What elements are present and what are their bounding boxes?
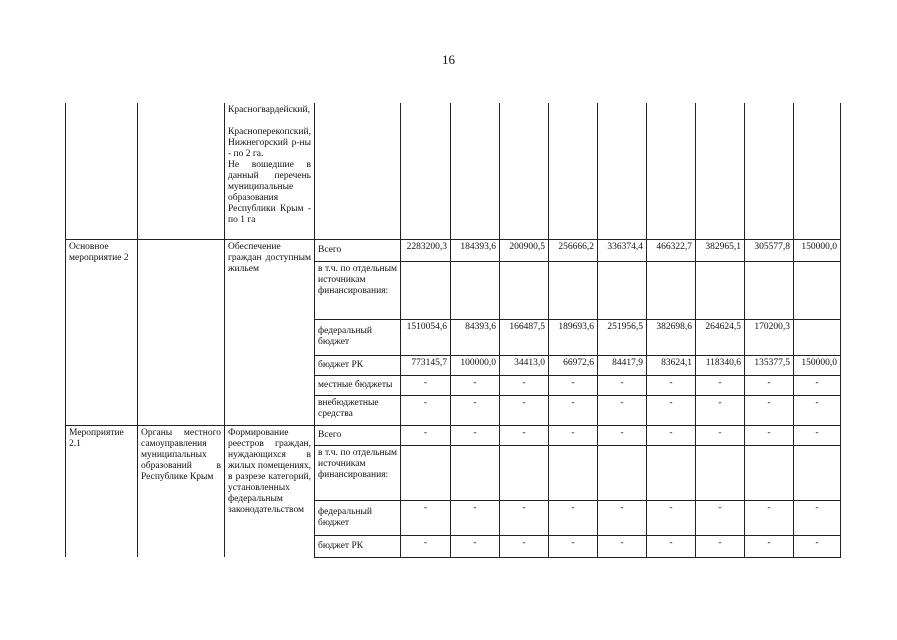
funding-source: Всего bbox=[315, 239, 401, 261]
value-cell: - bbox=[794, 500, 841, 535]
value-cell: - bbox=[549, 535, 598, 557]
value-cell: 305577,8 bbox=[745, 239, 794, 261]
value-cell: 66972,6 bbox=[549, 355, 598, 375]
value-cell: 251956,5 bbox=[598, 319, 647, 355]
value-cell bbox=[451, 261, 500, 319]
value-cell: 34413,0 bbox=[500, 355, 549, 375]
value-cell: - bbox=[647, 375, 696, 395]
value-cell bbox=[745, 445, 794, 500]
table-row bbox=[66, 239, 841, 261]
event-name-cell: Формирование реестров граждан, нуждающихся в жилых помещениях, в разрезе категорий, установленных федеральным законодательством bbox=[225, 425, 315, 557]
value-cell: 256666,2 bbox=[549, 239, 598, 261]
continuation-text: Красногвардейский, Красноперекопский, Нижнегорский р-ны - по 2 га. Не вошедшие в данный перечень муниципальные образования Республики Крым - по 1 га bbox=[225, 103, 315, 239]
value-cell: - bbox=[647, 395, 696, 425]
value-cell: 773145,7 bbox=[401, 355, 451, 375]
continuation-row bbox=[66, 103, 841, 239]
value-cell: - bbox=[401, 395, 451, 425]
event-name-cell: Обеспечение граждан доступным жильем bbox=[225, 239, 315, 425]
value-cell: - bbox=[401, 375, 451, 395]
value-cell: - bbox=[401, 500, 451, 535]
value-cell bbox=[500, 445, 549, 500]
value-cell bbox=[451, 445, 500, 500]
value-cell: - bbox=[794, 425, 841, 445]
value-cell: 135377,5 bbox=[745, 355, 794, 375]
funding-source: федеральный бюджет bbox=[315, 319, 401, 355]
value-cell: - bbox=[401, 535, 451, 557]
value-cell: - bbox=[549, 500, 598, 535]
value-cell: 466322,7 bbox=[647, 239, 696, 261]
value-cell: - bbox=[549, 395, 598, 425]
value-cell bbox=[696, 261, 745, 319]
value-cell: - bbox=[598, 500, 647, 535]
value-cell: - bbox=[500, 375, 549, 395]
funding-source: в т.ч. по отдельным источникам финансирования: bbox=[315, 445, 401, 500]
value-cell bbox=[647, 261, 696, 319]
value-cell bbox=[401, 445, 451, 500]
value-cell: 118340,6 bbox=[696, 355, 745, 375]
value-cell bbox=[549, 445, 598, 500]
value-cell bbox=[794, 445, 841, 500]
event-code-cell: Мероприятие 2.1 bbox=[66, 425, 138, 557]
value-cell: 189693,6 bbox=[549, 319, 598, 355]
value-cell: - bbox=[451, 375, 500, 395]
value-cell: 184393,6 bbox=[451, 239, 500, 261]
value-cell: 150000,0 bbox=[794, 355, 841, 375]
value-cell: - bbox=[794, 375, 841, 395]
value-cell: - bbox=[794, 395, 841, 425]
event-executor-cell: Органы местного самоуправления муниципальных образований в Республике Крым bbox=[138, 425, 225, 557]
value-cell: 382965,1 bbox=[696, 239, 745, 261]
value-cell: - bbox=[451, 500, 500, 535]
value-cell: 84417,9 bbox=[598, 355, 647, 375]
value-cell: - bbox=[549, 375, 598, 395]
value-cell: - bbox=[500, 395, 549, 425]
value-cell bbox=[794, 261, 841, 319]
budget-table bbox=[65, 103, 841, 558]
event-code-cell: Основное мероприятие 2 bbox=[66, 239, 138, 425]
value-cell: 100000,0 bbox=[451, 355, 500, 375]
value-cell bbox=[794, 319, 841, 355]
value-cell: 150000,0 bbox=[794, 239, 841, 261]
value-cell: - bbox=[745, 395, 794, 425]
value-cell: - bbox=[647, 425, 696, 445]
value-cell bbox=[647, 445, 696, 500]
value-cell bbox=[745, 261, 794, 319]
value-cell: - bbox=[745, 500, 794, 535]
funding-source: в т.ч. по отдельным источникам финансирования: bbox=[315, 261, 401, 319]
value-cell: - bbox=[401, 425, 451, 445]
value-cell: - bbox=[451, 425, 500, 445]
value-cell bbox=[598, 261, 647, 319]
value-cell bbox=[598, 445, 647, 500]
value-cell: - bbox=[696, 375, 745, 395]
value-cell: 200900,5 bbox=[500, 239, 549, 261]
value-cell: - bbox=[647, 535, 696, 557]
value-cell: - bbox=[451, 535, 500, 557]
value-cell: - bbox=[549, 425, 598, 445]
value-cell: - bbox=[696, 395, 745, 425]
table-row bbox=[66, 425, 841, 445]
value-cell bbox=[500, 261, 549, 319]
value-cell: 1510054,6 bbox=[401, 319, 451, 355]
page-number: 16 bbox=[442, 52, 455, 67]
value-cell: 264624,5 bbox=[696, 319, 745, 355]
value-cell: 170200,3 bbox=[745, 319, 794, 355]
event-executor-cell bbox=[138, 239, 225, 425]
value-cell bbox=[401, 261, 451, 319]
value-cell: - bbox=[696, 500, 745, 535]
value-cell: 336374,4 bbox=[598, 239, 647, 261]
funding-source: Всего bbox=[315, 425, 401, 445]
value-cell: - bbox=[598, 375, 647, 395]
value-cell: - bbox=[696, 425, 745, 445]
value-cell: - bbox=[598, 425, 647, 445]
value-cell: - bbox=[647, 500, 696, 535]
value-cell: 84393,6 bbox=[451, 319, 500, 355]
value-cell: - bbox=[500, 535, 549, 557]
value-cell: 83624,1 bbox=[647, 355, 696, 375]
value-cell: - bbox=[598, 535, 647, 557]
funding-source: бюджет РК bbox=[315, 355, 401, 375]
value-cell: - bbox=[598, 395, 647, 425]
source-cell-empty bbox=[315, 103, 401, 239]
value-cell: 166487,5 bbox=[500, 319, 549, 355]
value-cell: - bbox=[745, 535, 794, 557]
value-cell: - bbox=[451, 395, 500, 425]
value-cell: 382698,6 bbox=[647, 319, 696, 355]
executor-cell-empty bbox=[138, 103, 225, 239]
value-cell: - bbox=[794, 535, 841, 557]
funding-source: местные бюджеты bbox=[315, 375, 401, 395]
value-cell: - bbox=[500, 500, 549, 535]
value-cell bbox=[696, 445, 745, 500]
funding-source: бюджет РК bbox=[315, 535, 401, 557]
value-cell: 2283200,3 bbox=[401, 239, 451, 261]
value-cell: - bbox=[500, 425, 549, 445]
value-cell bbox=[549, 261, 598, 319]
value-cell: - bbox=[745, 425, 794, 445]
code-cell-empty bbox=[66, 103, 138, 239]
funding-source: внебюджетные средства bbox=[315, 395, 401, 425]
value-cell: - bbox=[745, 375, 794, 395]
value-cell: - bbox=[696, 535, 745, 557]
funding-source: федеральный бюджет bbox=[315, 500, 401, 535]
